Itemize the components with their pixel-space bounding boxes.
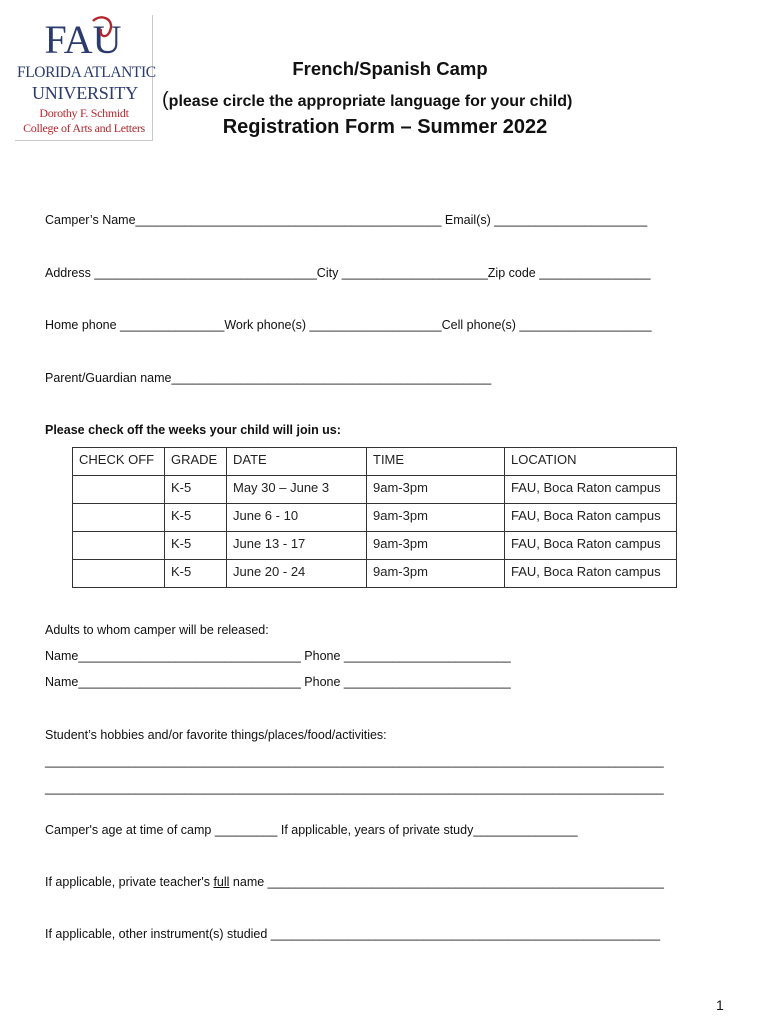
location-cell: FAU, Boca Raton campus [505, 476, 677, 504]
page-title: French/Spanish Camp [292, 58, 488, 79]
address-field[interactable]: Address ________________________________City _____________________Zip code ________________ [45, 266, 651, 280]
weeks-prompt: Please check off the weeks your child will join us: [45, 423, 341, 437]
logo-university-line2: UNIVERSITY [32, 83, 138, 103]
release-name-phone-field-2[interactable]: Name________________________________ Phone ________________________ [45, 675, 511, 689]
logo-college-line2: College of Arts and Letters [23, 121, 145, 135]
grade-cell: K-5 [165, 476, 227, 504]
campers-name-email-field[interactable]: Camper’s Name____________________________________________ Email(s) ______________________ [45, 213, 648, 227]
logo-college-line1: Dorothy F. Schmidt [39, 106, 129, 120]
check-off-cell[interactable] [73, 560, 165, 588]
time-cell: 9am-3pm [367, 504, 505, 532]
time-cell: 9am-3pm [367, 560, 505, 588]
check-off-cell[interactable] [73, 504, 165, 532]
phone-fields[interactable]: Home phone _______________Work phone(s) ___________________Cell phone(s) ___________________ [45, 318, 652, 332]
instruction-text: please circle the appropriate language for your child) [168, 93, 573, 110]
header-grade: GRADE [165, 448, 227, 476]
date-cell: June 6 - 10 [227, 504, 367, 532]
release-name-phone-field-1[interactable]: Name________________________________ Phone ________________________ [45, 649, 511, 663]
table-row [73, 504, 677, 532]
time-cell: 9am-3pm [367, 476, 505, 504]
instrument-field[interactable]: If applicable, other instrument(s) studied ________________________________________________________ [45, 927, 661, 941]
page-number: 1 [716, 997, 724, 1013]
grade-cell: K-5 [165, 504, 227, 532]
header-time: TIME [367, 448, 505, 476]
time-cell: 9am-3pm [367, 532, 505, 560]
table-row [73, 476, 677, 504]
weeks-table [72, 447, 677, 588]
check-off-cell[interactable] [73, 532, 165, 560]
header-location: LOCATION [505, 448, 677, 476]
release-heading: Adults to whom camper will be released: [45, 623, 269, 637]
table-row [73, 532, 677, 560]
guardian-name-field[interactable]: Parent/Guardian name______________________________________________ [45, 371, 492, 385]
open-paren: ( [162, 89, 169, 111]
location-cell: FAU, Boca Raton campus [505, 532, 677, 560]
fau-monogram-icon [15, 15, 151, 63]
date-cell: May 30 – June 3 [227, 476, 367, 504]
header-date: DATE [227, 448, 367, 476]
language-instruction [162, 89, 614, 112]
location-cell: FAU, Boca Raton campus [505, 504, 677, 532]
hobbies-field-1[interactable]: _________________________________________________________________________________________ [45, 754, 664, 768]
teacher-emphasis: full [213, 875, 230, 889]
table-row [73, 560, 677, 588]
hobbies-heading: Student’s hobbies and/or favorite things/places/food/activities: [45, 728, 387, 742]
monogram-text: FAU [44, 17, 122, 62]
header-check-off: CHECK OFF [73, 448, 165, 476]
grade-cell: K-5 [165, 560, 227, 588]
date-cell: June 20 - 24 [227, 560, 367, 588]
hobbies-field-2[interactable]: _________________________________________________________________________________________ [45, 781, 664, 795]
check-off-cell[interactable] [73, 476, 165, 504]
grade-cell: K-5 [165, 532, 227, 560]
logo-university-line1: FLORIDA ATLANTIC [17, 64, 156, 81]
date-cell: June 13 - 17 [227, 532, 367, 560]
location-cell: FAU, Boca Raton campus [505, 560, 677, 588]
fau-logo [15, 15, 156, 141]
form-subtitle: Registration Form – Summer 2022 [222, 116, 548, 138]
teacher-prefix: If applicable, private teacher's [45, 875, 214, 889]
age-study-fields[interactable]: Camper's age at time of camp _________ If applicable, years of private study_______________ [45, 823, 578, 837]
table-header-row [73, 448, 677, 476]
teacher-suffix: name _________________________________________________________ [229, 875, 664, 889]
teacher-name-field[interactable] [45, 875, 664, 889]
